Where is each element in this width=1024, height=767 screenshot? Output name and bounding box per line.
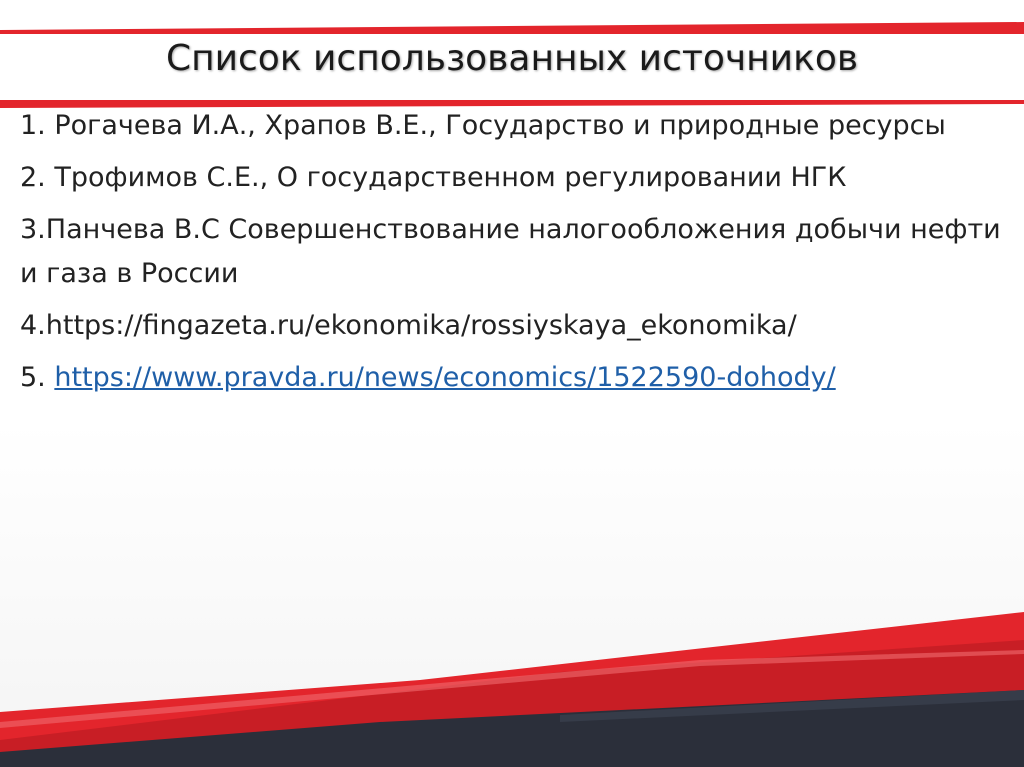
list-item-source-4: 4.https://fingazeta.ru/ekonomika/rossiyskaya_ekonomika/	[20, 310, 797, 341]
list-item-source-2: 2. Трофимов С.Е., О государственном регулировании НГК	[20, 162, 847, 193]
list-item-source-5	[20, 356, 1010, 400]
list-item-source-3: 3.Панчева В.С Совершенствование налогообложения добычи нефти и газа в России	[20, 214, 1001, 289]
sources-list	[20, 104, 1010, 408]
page-title: Список использованных источников	[165, 38, 859, 79]
list-item-source-1: 1. Рогачева И.А., Храпов В.Е., Государство и природные ресурсы	[20, 110, 946, 141]
source-5-prefix: 5.	[20, 362, 55, 393]
source-5-link[interactable]: https://www.pravda.ru/news/economics/1522590-dohody/	[54, 362, 836, 393]
